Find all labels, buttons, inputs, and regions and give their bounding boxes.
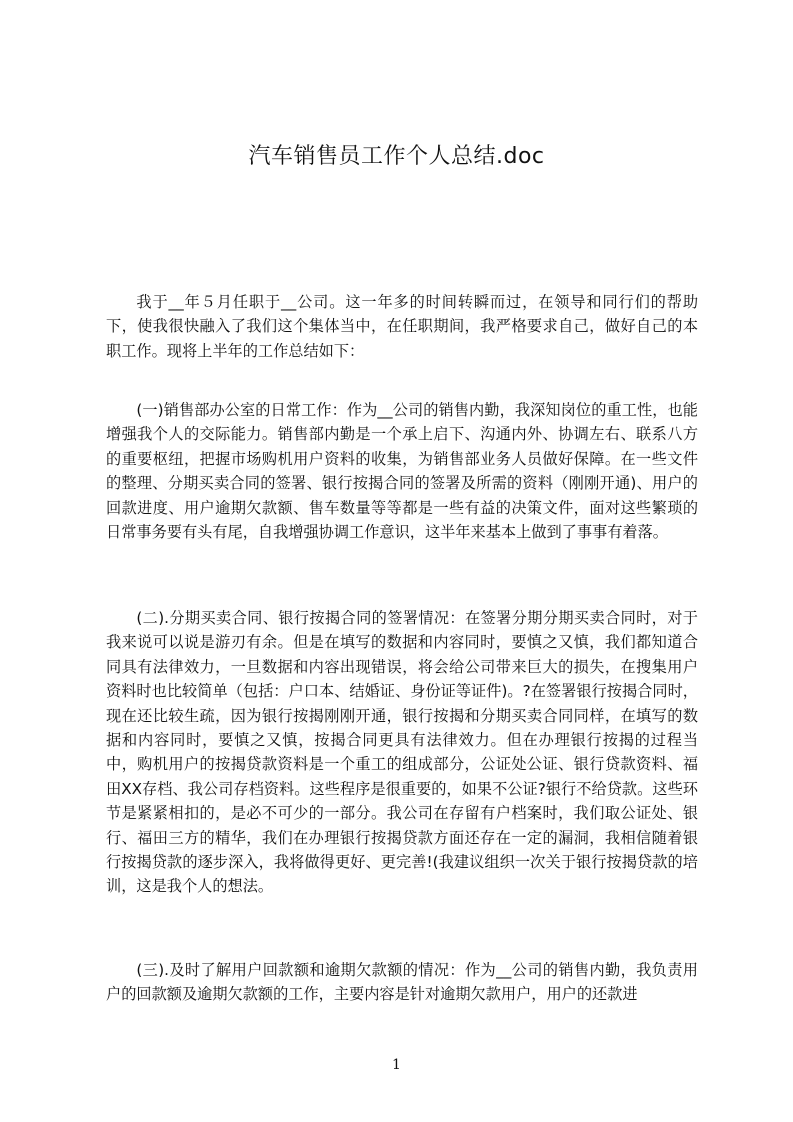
paragraph-section-3: (三).及时了解用户回款额和逾期欠款额的情况：作为__公司的销售内勤，我负责用户的回款额及逾期欠款额的工作，主要内容是针对逾期欠款用户，用户的还款进 [106,961,698,1004]
paragraph-intro: 我于__年５月任职于__公司。这一年多的时间转瞬而过，在领导和同行们的帮助下，使我很快融入了我们这个集体当中，在任职期间，我严格要求自己，做好自己的本职工作。现将上半年的工作总结如下： [106,293,698,360]
paragraph-section-2: (二).分期买卖合同、银行按揭合同的签署情况：在签署分期分期买卖合同时，对于我来说可以说是游刃有余。但是在填写的数据和内容同时，要慎之又慎，我们都知道合同具有法律效力，一旦数据和内容出现错误，将会给公司带来巨大的损失，在搜集用户资料时也比较简单（包括：户口本、结婚证、身份证等证件)。?在签署银行按揭合同时，现在还比较生疏，因为银行按揭刚刚开通，银行按揭和分期买卖合同同样，在填写的数据和内容同时，要慎之又慎，按揭合同更具有法律效力。但在办理银行按揭的过程当中，购机用户的按揭贷款资料是一个重工的组成部分，公证处公证、银行贷款资料、福田XX存档、我公司存档资料。这些程序是很重要的，如果不公证?银行不给贷款。这些环节是紧紧相扣的，是必不可少的一部分。我公司在存留有户档案时，我们取公证处、银行、福田三方的精华，我们在办理银行按揭贷款方面还存在一定的漏洞，我相信随着银行按揭贷款的逐步深入，我将做得更好、更完善!(我建议组织一次关于银行按揭贷款的培训，这是我个人的想法。 [106,609,698,896]
document-title: 汽车销售员工作个人总结.doc [248,144,545,169]
paragraph-section-1: (一)销售部办公室的日常工作：作为__公司的销售内勤，我深知岗位的重工性，也能增强我个人的交际能力。销售部内勤是一个承上启下、沟通内外、协调左右、联系八方的重要枢纽，把握市场购机用户资料的收集，为销售部业务人员做好保障。在一些文件的整理、分期买卖合同的签署、银行按揭合同的签署及所需的资料（刚刚开通)、用户的回款进度、用户逾期欠款额、售车数量等等都是一些有益的决策文件，面对这些繁琐的日常事务要有头有尾，自我增强协调工作意识，这半年来基本上做到了事事有着落。 [106,401,698,542]
page-number: 1 [392,1057,401,1073]
